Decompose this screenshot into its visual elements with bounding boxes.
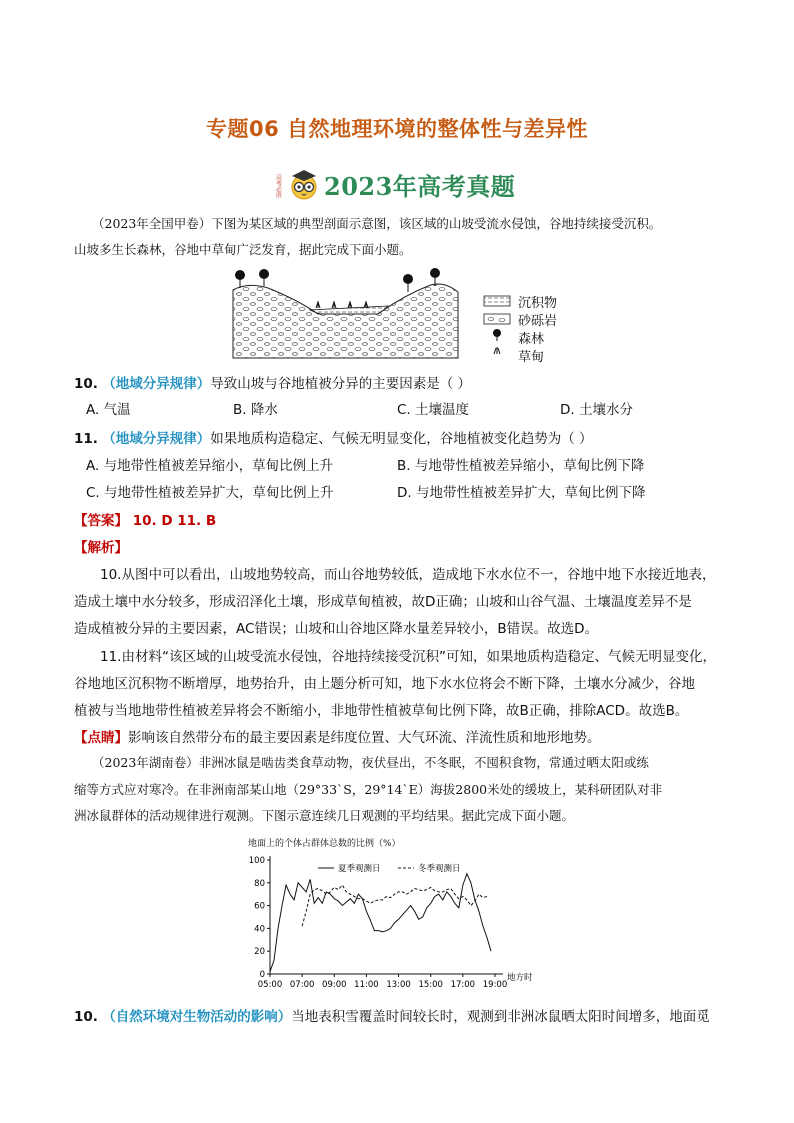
- x-tick-label: 17:00: [450, 980, 476, 990]
- legend-label: 冬季观测日: [418, 864, 461, 874]
- q10-option-c: C. 土壤温度: [397, 402, 470, 418]
- activity-line-chart: [240, 834, 560, 994]
- intro2-line2: 缩等方式应对寒冷。在非洲南部某山地（29°33`S，29°14`E）海拔2800米处的缓坡上，某科研团队对非: [74, 782, 663, 797]
- question-tag: （地域分异规律）: [102, 431, 211, 447]
- analysis-10-line3: 造成植被分异的主要因素，AC错误；山坡和山谷地区降水量差异较小，B错误。故选D。: [74, 621, 599, 637]
- y-tick-label: 0: [259, 970, 265, 980]
- y-tick-label: 100: [248, 856, 265, 866]
- intro2-line3: 洲冰鼠群体的活动规律进行观测。下图示意连续几日观测的平均结果。据此完成下面小题。: [74, 808, 575, 823]
- x-tick-label: 07:00: [289, 980, 315, 990]
- banner-heading: 2023年高考真题: [324, 172, 516, 201]
- answer-line: 【答案】 10. D 11. B: [74, 513, 217, 529]
- intro2-line1: （2023年湖南卷）非洲冰鼠是啮齿类食草动物，夜伏昼出，不冬眠，不囤积食物，常通过晒太阳或练: [92, 755, 649, 770]
- y-tick-label: 20: [254, 947, 265, 958]
- x-tick-label: 11:00: [354, 980, 379, 990]
- analysis-10-line1: 10.从图中可以看出，山坡地势较高，而山谷地势较低，造成地下水水位不一，谷地中地下水接近地表，: [100, 567, 716, 583]
- legend-meadow: 草甸: [518, 350, 545, 365]
- x-axis-label: 地方时: [507, 973, 533, 983]
- legend-sediment: 沉积物: [518, 296, 558, 311]
- q11-option-d: D. 与地带性植被差异扩大，草甸比例下降: [397, 485, 646, 501]
- q11-option-c: C. 与地带性植被差异扩大，草甸比例上升: [86, 485, 334, 501]
- analysis-11-line2: 谷地地区沉积物不断增厚，地势抬升，由上题分析可知，地下水水位将会不断下降，土壤水分减少，谷地: [74, 676, 695, 692]
- q10-option-b: B. 降水: [233, 402, 278, 418]
- q10-option-d: D. 土壤水分: [560, 402, 633, 418]
- x-tick-label: 15:00: [418, 980, 443, 990]
- question-tag: （地域分异规律）: [102, 376, 211, 392]
- analysis-10-line2: 造成土壤中水分较多，形成沼泽化土壤，形成草甸植被，故D正确；山坡和山谷气温、土壤温度差异不是: [74, 594, 692, 610]
- section-banner: [272, 167, 532, 203]
- analysis-11-line3: 植被与当地地带性植被差异将会不断缩小，非地带性植被草甸比例下降，故B正确，排除ACD。故选B。: [74, 703, 689, 719]
- legend-gravel: 砂砾岩: [518, 314, 558, 329]
- q10-option-a: A. 气温: [86, 402, 131, 418]
- x-tick-label: 05:00: [257, 980, 283, 990]
- analysis-11-line1: 11.由材料“该区域的山坡受流水侵蚀，谷地持续接受沉积”可知，如果地质构造稳定、气候无明显变化，: [100, 649, 716, 665]
- analysis-label: 【解析】: [74, 540, 128, 556]
- chart-title: 地面上的个体占群体总数的比例（%）: [248, 839, 401, 849]
- x-tick-label: 09:00: [322, 980, 347, 990]
- question-11: 11. （地域分异规律）如果地质构造稳定、气候无明显变化，谷地植被变化趋势为（ ）: [74, 431, 593, 447]
- intro1-line2: 山坡多生长森林，谷地中草甸广泛发育，据此完成下面小题。: [74, 242, 412, 257]
- question-tag: （自然环境对生物活动的影响）: [102, 1009, 292, 1025]
- intro1-line1: （2023年全国甲卷）下图为某区域的典型剖面示意图，该区域的山坡受流水侵蚀，谷地持续接受沉积。: [92, 216, 662, 231]
- series-line-summer: [270, 874, 491, 972]
- tip-line: 【点睛】影响该自然带分布的最主要因素是纬度位置、大气环流、洋流性质和地形地势。: [74, 730, 601, 746]
- y-tick-label: 80: [254, 878, 265, 889]
- owl-logo-icon: [272, 167, 322, 203]
- question-10b: 10. （自然环境对生物活动的影响）当地表积雪覆盖时间较长时，观测到非洲冰鼠晒太阳时间增多，地面觅: [74, 1009, 710, 1025]
- legend-forest: 森林: [518, 332, 545, 347]
- y-tick-label: 60: [254, 901, 265, 912]
- q11-option-b: B. 与地带性植被差异缩小，草甸比例下降: [397, 458, 645, 474]
- svg-text:高考必胜: 高考必胜: [274, 174, 282, 198]
- x-tick-label: 19:00: [482, 980, 508, 990]
- cross-section-diagram: [228, 266, 478, 362]
- x-tick-label: 13:00: [386, 980, 411, 990]
- legend-symbols: [482, 292, 512, 362]
- page-title: 专题06 自然地理环境的整体性与差异性: [205, 117, 589, 141]
- question-10: 10. （地域分异规律）导致山坡与谷地植被分异的主要因素是（ ）: [74, 376, 472, 392]
- y-tick-label: 40: [254, 924, 265, 935]
- q11-option-a: A. 与地带性植被差异缩小，草甸比例上升: [86, 458, 334, 474]
- legend-label: 夏季观测日: [338, 864, 381, 874]
